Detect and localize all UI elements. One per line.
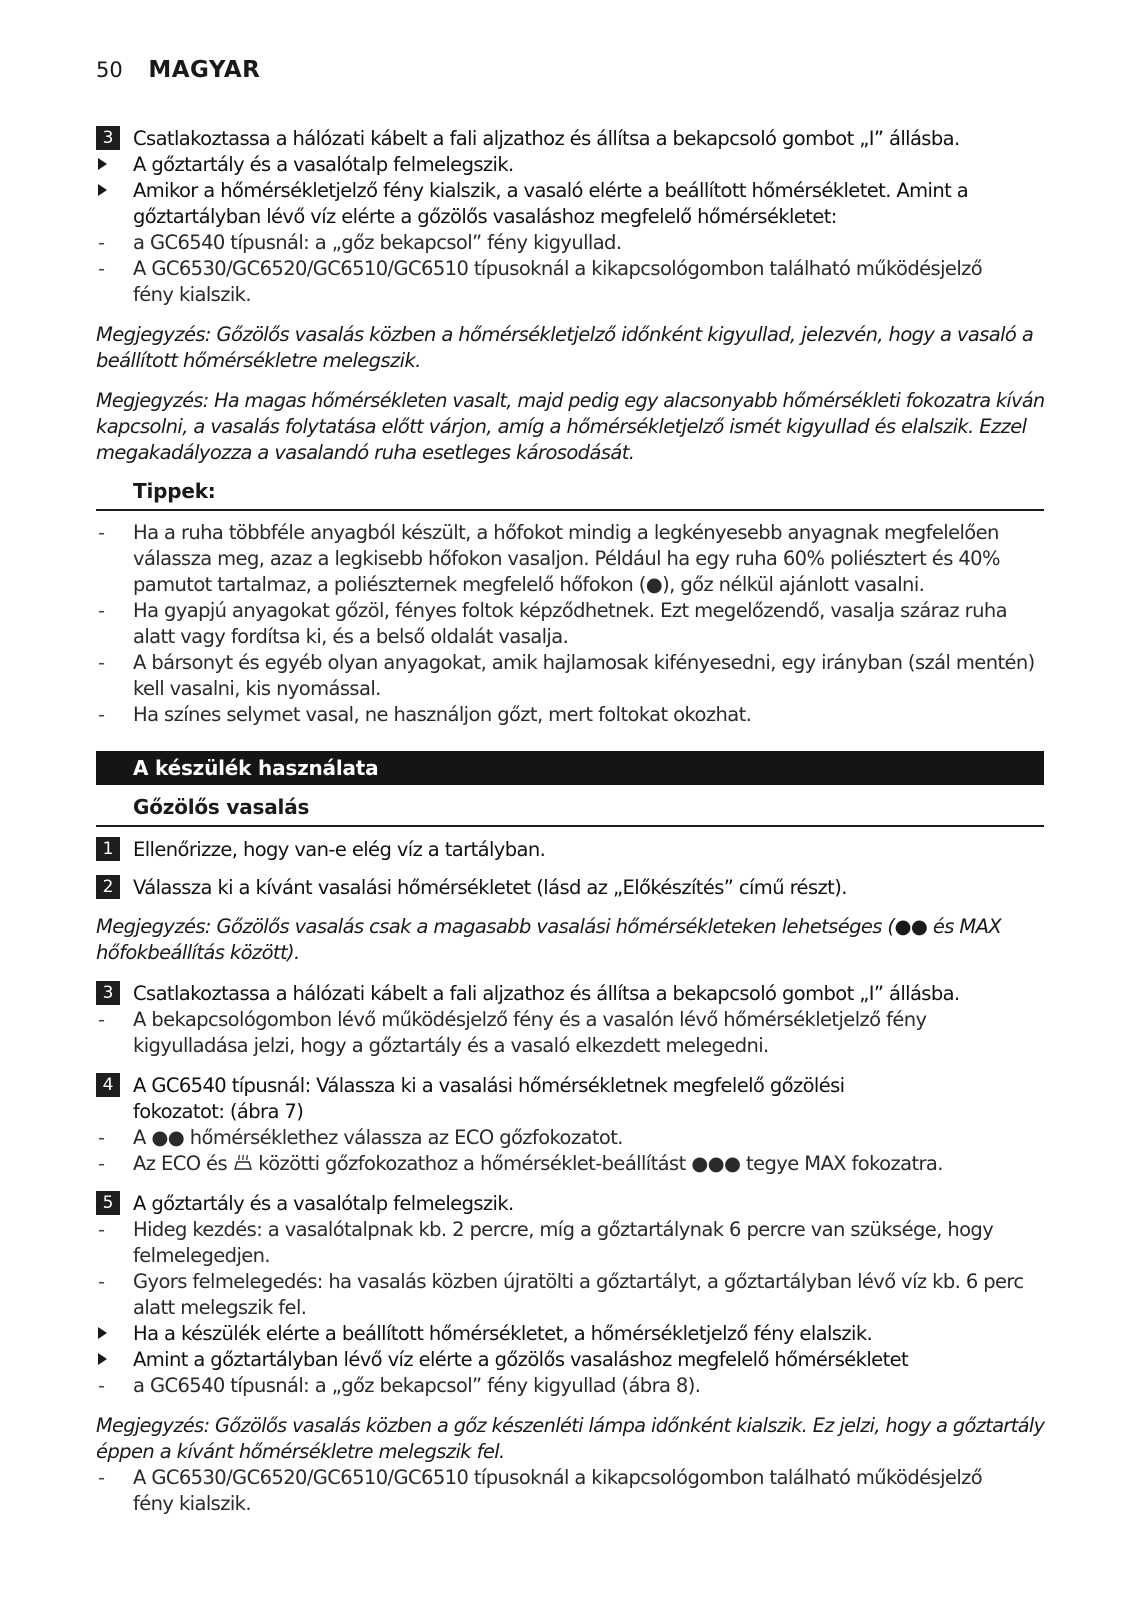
- dash-text: pamutot tartalmaz, a poliészternek megfelelő hőfokon (●), gőz nélkül ajánlott vasalni.: [133, 573, 925, 596]
- step-number-badge: 2: [96, 875, 120, 899]
- section-title-bar: [96, 751, 1044, 785]
- subsection-heading-text: Gőzölős vasalás: [133, 795, 310, 819]
- result-arrow-icon: [98, 1327, 107, 1339]
- note-line: Megjegyzés: Gőzölős vasalás közben a gőz készenléti lámpa időnként kialszik. Ez jelzi, hogy a gőztartály: [96, 1414, 1045, 1437]
- step-number-badge: 5: [96, 1191, 120, 1215]
- dash-text: A bekapcsológombon lévő működésjelző fény és a vasalón lévő hőmérsékletjelző fény: [133, 1008, 927, 1031]
- step-number-badge: 1: [96, 837, 120, 861]
- step-text: Ellenőrizze, hogy van-e elég víz a tartályban.: [133, 838, 546, 861]
- dash-text: Ha a ruha többféle anyagból készült, a hőfokot mindig a legkényesebb anyagnak megfelelően: [133, 521, 999, 544]
- dash-bullet: -: [98, 1126, 105, 1149]
- dash-text: Gyors felmelegedés: ha vasalás közben újratölti a gőztartályt, a gőztartályban lévő víz kb. 6 perc: [133, 1270, 1024, 1293]
- dash-text: felmelegedjen.: [133, 1244, 271, 1267]
- result-text: A gőztartály és a vasalótalp felmelegszik.: [133, 153, 514, 176]
- dash-text: alatt vagy fordítsa ki, és a belső oldalát vasalja.: [133, 625, 569, 648]
- steam-max-icon: [233, 1154, 253, 1172]
- dash-bullet: -: [98, 1218, 105, 1241]
- section-title: A készülék használata: [133, 756, 379, 780]
- dash-text: kell vasalni, kis nyomással.: [133, 677, 381, 700]
- note-line: Megjegyzés: Ha magas hőmérsékleten vasalt, majd pedig egy alacsonyabb hőmérsékleti fokozatra kíván: [96, 389, 1045, 412]
- dash-text: A GC6530/GC6520/GC6510/GC6510 típusoknál a kikapcsológombon található működésjelző: [133, 1466, 983, 1489]
- dash-text: a GC6540 típusnál: a „gőz bekapcsol” fény kigyullad.: [133, 231, 622, 254]
- note-line: megakadályozza a vasalandó ruha esetleges károsodását.: [96, 441, 635, 464]
- step-number-badge: 3: [96, 981, 120, 1005]
- dash-bullet: -: [98, 1374, 105, 1397]
- dash-text: [133, 1151, 1043, 1177]
- dash-bullet: -: [98, 257, 105, 280]
- result-text: Amikor a hőmérsékletjelző fény kialszik, a vasaló elérte a beállított hőmérsékletet. Amint a: [133, 179, 969, 202]
- dash-bullet: -: [98, 1466, 105, 1489]
- dash-text: a GC6540 típusnál: a „gőz bekapcsol” fény kigyullad (ábra 8).: [133, 1374, 701, 1397]
- dash-text: Ha gyapjú anyagokat gőzöl, fényes foltok képződhetnek. Ezt megelőzendő, vasalja száraz ruha: [133, 599, 1007, 622]
- note-line: kapcsolni, a vasalás folytatása előtt várjon, amíg a hőmérsékletjelző ismét kigyullad és elalszik. Ezzel: [96, 415, 1027, 438]
- dash-bullet: -: [98, 651, 105, 674]
- step-number-badge: 4: [96, 1073, 120, 1097]
- result-text: gőztartályban lévő víz elérte a gőzölős vasaláshoz megfelelő hőmérsékletet:: [133, 205, 837, 228]
- result-arrow-icon: [98, 158, 107, 170]
- dash-text: Ha színes selymet vasal, ne használjon gőzt, mert foltokat okozhat.: [133, 703, 752, 726]
- dash-bullet: -: [98, 1270, 105, 1293]
- step-text: Csatlakoztassa a hálózati kábelt a fali aljzathoz és állítsa a bekapcsoló gombot „I” állásba.: [133, 982, 960, 1005]
- step-text: A gőztartály és a vasalótalp felmelegszik.: [133, 1192, 514, 1215]
- step-text: Csatlakoztassa a hálózati kábelt a fali aljzathoz és állítsa a bekapcsoló gombot „I” állásba.: [133, 127, 960, 150]
- result-text: Ha a készülék elérte a beállított hőmérsékletet, a hőmérsékletjelző fény elalszik.: [133, 1322, 873, 1345]
- dash-bullet: -: [98, 231, 105, 254]
- result-arrow-icon: [98, 1353, 107, 1365]
- dash-text: A GC6530/GC6520/GC6510/GC6510 típusoknál a kikapcsológombon található működésjelző: [133, 257, 983, 280]
- step-number-badge: 3: [96, 126, 120, 150]
- tips-heading: [96, 478, 1044, 511]
- result-text: Amint a gőztartályban lévő víz elérte a gőzölős vasaláshoz megfelelő hőmérsékletet: [133, 1348, 909, 1371]
- result-arrow-icon: [98, 184, 107, 196]
- dash-text-part: közötti gőzfokozathoz a hőmérséklet-beállítást ●●● tegye MAX fokozatra.: [252, 1152, 943, 1175]
- note-line: Megjegyzés: Gőzölős vasalás közben a hőmérsékletjelző időnként kigyullad, jelezvén, hogy a vasaló a: [96, 323, 1034, 346]
- page-header: [96, 57, 260, 87]
- dash-text: fény kialszik.: [133, 283, 251, 306]
- step-text: A GC6540 típusnál: Válassza ki a vasalási hőmérsékletnek megfelelő gőzölési: [133, 1074, 845, 1097]
- dash-bullet: -: [98, 1152, 105, 1175]
- note-line: éppen a kívánt hőmérsékletre melegszik fel.: [96, 1440, 505, 1463]
- dash-bullet: -: [98, 1008, 105, 1031]
- step-text: fokozatot: (ábra 7): [133, 1100, 304, 1123]
- dash-text: Hideg kezdés: a vasalótalpnak kb. 2 percre, míg a gőztartálynak 6 percre van szüksége, hogy: [133, 1218, 994, 1241]
- dash-text: A ●● hőmérséklethez válassza az ECO gőzfokozatot.: [133, 1126, 623, 1149]
- dash-bullet: -: [98, 703, 105, 726]
- tips-heading-text: Tippek:: [133, 479, 216, 503]
- subsection-heading: [96, 794, 1044, 827]
- dash-bullet: -: [98, 521, 105, 544]
- dash-text-part: Az ECO és: [133, 1152, 233, 1175]
- dash-text: kigyulladása jelzi, hogy a gőztartály és a vasaló elkezdett melegedni.: [133, 1034, 769, 1057]
- dash-text: A bársonyt és egyéb olyan anyagokat, amik hajlamosak kifényesedni, egy irányban (szál mentén): [133, 651, 1035, 674]
- step-text: Válassza ki a kívánt vasalási hőmérsékletet (lásd az „Előkészítés” című részt).: [133, 876, 847, 899]
- language-heading: MAGYAR: [148, 57, 261, 83]
- dash-bullet: -: [98, 599, 105, 622]
- dash-text: fény kialszik.: [133, 1492, 251, 1515]
- dash-text: válassza meg, azaz a legkisebb hőfokon vasaljon. Például ha egy ruha 60% poliésztert és 40%: [133, 547, 1000, 570]
- note-line: Megjegyzés: Gőzölős vasalás csak a magasabb vasalási hőmérsékleteken lehetséges (●● és MAX: [96, 915, 1002, 938]
- note-line: beállított hőmérsékletre melegszik.: [96, 349, 421, 372]
- note-line: hőfokbeállítás között).: [96, 941, 300, 964]
- page-number: 50: [96, 58, 123, 82]
- dash-text: alatt melegszik fel.: [133, 1296, 307, 1319]
